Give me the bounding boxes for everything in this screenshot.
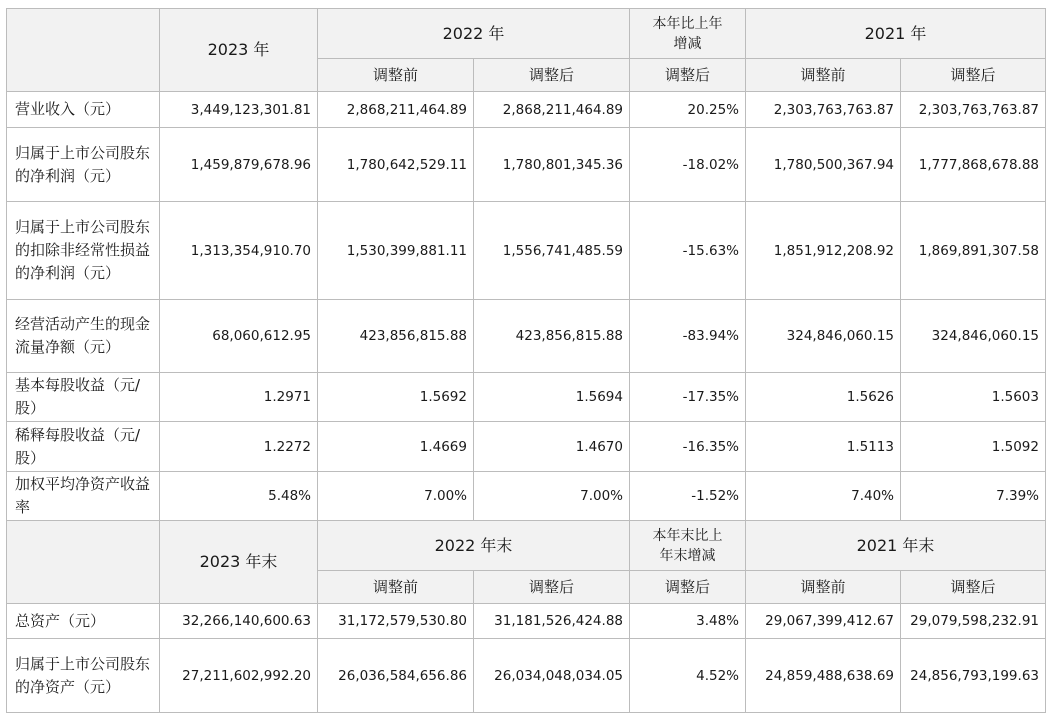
value-2021-before: 1,851,912,208.92 xyxy=(746,202,901,300)
value-2023: 1,459,879,678.96 xyxy=(160,128,318,202)
value-2021-before: 29,067,399,412.67 xyxy=(746,604,901,639)
value-2021-before: 1.5626 xyxy=(746,373,901,422)
header-2022-after: 调整后 xyxy=(474,59,630,92)
value-2021-before: 1,780,500,367.94 xyxy=(746,128,901,202)
header-yoy-change-end: 本年末比上 年末增减 xyxy=(630,521,746,571)
value-2021-before: 24,859,488,638.69 xyxy=(746,639,901,713)
header-yoy-change: 本年比上年 增减 xyxy=(630,9,746,59)
value-2021-before: 2,303,763,763.87 xyxy=(746,92,901,128)
value-change: 20.25% xyxy=(630,92,746,128)
value-2023: 1,313,354,910.70 xyxy=(160,202,318,300)
value-2021-after: 1.5603 xyxy=(901,373,1046,422)
value-2022-after: 1.5694 xyxy=(474,373,630,422)
header-2021-end: 2021 年末 xyxy=(746,521,1046,571)
value-2022-before: 7.00% xyxy=(318,472,474,521)
table-row xyxy=(7,639,1046,713)
header-2021-after: 调整后 xyxy=(901,59,1046,92)
table-row xyxy=(7,604,1046,639)
value-2022-before: 1.4669 xyxy=(318,422,474,472)
value-change: -16.35% xyxy=(630,422,746,472)
value-2023: 3,449,123,301.81 xyxy=(160,92,318,128)
value-2022-after: 26,034,048,034.05 xyxy=(474,639,630,713)
header-2023-end: 2023 年末 xyxy=(160,521,318,604)
header-2022: 2022 年 xyxy=(318,9,630,59)
header-2022-end: 2022 年末 xyxy=(318,521,630,571)
row-label: 稀释每股收益（元/股） xyxy=(7,422,160,472)
table-row xyxy=(7,422,1046,472)
corner-cell xyxy=(7,9,160,92)
value-change: -15.63% xyxy=(630,202,746,300)
header-2021: 2021 年 xyxy=(746,9,1046,59)
row-label: 归属于上市公司股东的净利润（元） xyxy=(7,128,160,202)
value-2021-before: 1.5113 xyxy=(746,422,901,472)
row-label: 营业收入（元） xyxy=(7,92,160,128)
value-2022-before: 26,036,584,656.86 xyxy=(318,639,474,713)
value-2021-after: 1,869,891,307.58 xyxy=(901,202,1046,300)
value-2021-after: 2,303,763,763.87 xyxy=(901,92,1046,128)
value-2022-after: 1,556,741,485.59 xyxy=(474,202,630,300)
header-yoy-after: 调整后 xyxy=(630,571,746,604)
header-row-top xyxy=(7,521,1046,571)
header-2021-after: 调整后 xyxy=(901,571,1046,604)
header-2023: 2023 年 xyxy=(160,9,318,92)
header-2021-before: 调整前 xyxy=(746,571,901,604)
value-2022-before: 1.5692 xyxy=(318,373,474,422)
financial-data-table xyxy=(6,8,1046,713)
value-change: 3.48% xyxy=(630,604,746,639)
row-label: 归属于上市公司股东的扣除非经常性损益的净利润（元） xyxy=(7,202,160,300)
row-label: 加权平均净资产收益率 xyxy=(7,472,160,521)
table-row xyxy=(7,300,1046,373)
value-change: -1.52% xyxy=(630,472,746,521)
value-2022-before: 1,530,399,881.11 xyxy=(318,202,474,300)
header-row-top xyxy=(7,9,1046,59)
value-2021-after: 29,079,598,232.91 xyxy=(901,604,1046,639)
row-label: 经营活动产生的现金流量净额（元） xyxy=(7,300,160,373)
value-2023: 68,060,612.95 xyxy=(160,300,318,373)
corner-cell xyxy=(7,521,160,604)
table-row xyxy=(7,202,1046,300)
value-change: -17.35% xyxy=(630,373,746,422)
table-row xyxy=(7,373,1046,422)
value-2021-before: 324,846,060.15 xyxy=(746,300,901,373)
value-2021-after: 1,777,868,678.88 xyxy=(901,128,1046,202)
value-2022-after: 423,856,815.88 xyxy=(474,300,630,373)
header-2022-before: 调整前 xyxy=(318,59,474,92)
value-2023: 1.2971 xyxy=(160,373,318,422)
value-2023: 5.48% xyxy=(160,472,318,521)
value-2022-after: 31,181,526,424.88 xyxy=(474,604,630,639)
header-2022-before: 调整前 xyxy=(318,571,474,604)
header-2021-before: 调整前 xyxy=(746,59,901,92)
value-2022-before: 31,172,579,530.80 xyxy=(318,604,474,639)
value-2022-after: 1,780,801,345.36 xyxy=(474,128,630,202)
value-2021-after: 7.39% xyxy=(901,472,1046,521)
row-label: 基本每股收益（元/股） xyxy=(7,373,160,422)
value-2021-before: 7.40% xyxy=(746,472,901,521)
table-row xyxy=(7,92,1046,128)
header-2022-after: 调整后 xyxy=(474,571,630,604)
value-change: -83.94% xyxy=(630,300,746,373)
value-2021-after: 1.5092 xyxy=(901,422,1046,472)
table-row xyxy=(7,128,1046,202)
value-change: -18.02% xyxy=(630,128,746,202)
table-row xyxy=(7,472,1046,521)
value-change: 4.52% xyxy=(630,639,746,713)
value-2023: 1.2272 xyxy=(160,422,318,472)
value-2023: 32,266,140,600.63 xyxy=(160,604,318,639)
value-2022-after: 2,868,211,464.89 xyxy=(474,92,630,128)
value-2022-after: 7.00% xyxy=(474,472,630,521)
row-label: 归属于上市公司股东的净资产（元） xyxy=(7,639,160,713)
value-2022-before: 2,868,211,464.89 xyxy=(318,92,474,128)
value-2022-before: 1,780,642,529.11 xyxy=(318,128,474,202)
row-label: 总资产（元） xyxy=(7,604,160,639)
value-2023: 27,211,602,992.20 xyxy=(160,639,318,713)
header-yoy-after: 调整后 xyxy=(630,59,746,92)
value-2021-after: 324,846,060.15 xyxy=(901,300,1046,373)
value-2021-after: 24,856,793,199.63 xyxy=(901,639,1046,713)
value-2022-after: 1.4670 xyxy=(474,422,630,472)
value-2022-before: 423,856,815.88 xyxy=(318,300,474,373)
